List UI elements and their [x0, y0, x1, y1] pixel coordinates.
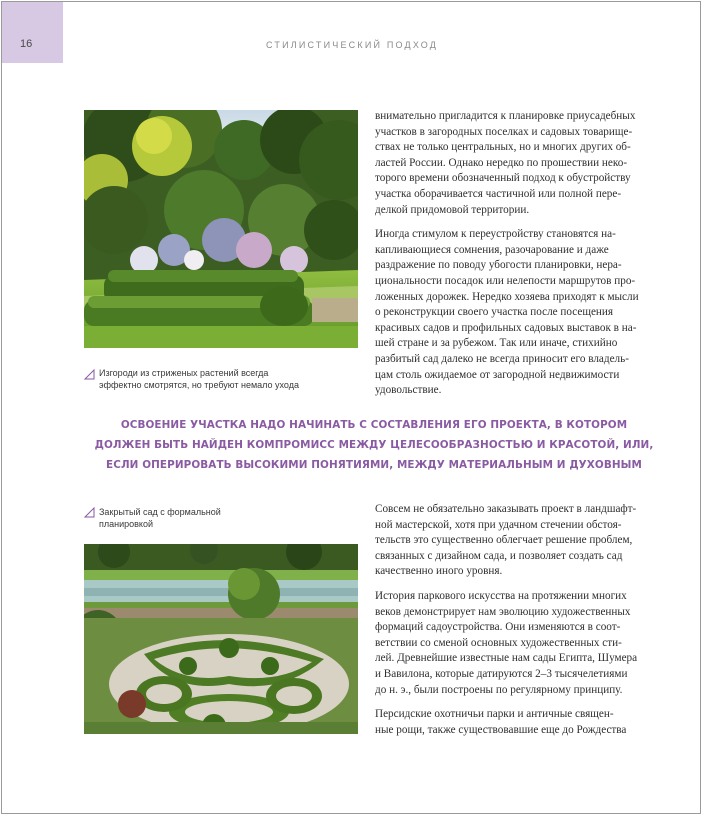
text-line: ветствии со сменой основных художественных сти- — [375, 636, 622, 649]
paragraph — [375, 502, 651, 580]
text-line: ластей России. Однако нередко по прошествии неко- — [375, 156, 628, 169]
text-line: Иногда стимулом к переустройству становятся на- — [375, 228, 616, 241]
paragraph — [375, 227, 651, 399]
text-line: ные рощи, также существовавшие еще до Рождества — [375, 723, 627, 736]
text-line: красивых садов и профильных садовых выставок в на- — [375, 321, 637, 334]
pull-quote-line: ЕСЛИ ОПЕРИРОВАТЬ ВЫСОКИМИ ПОНЯТИЯМИ, МЕЖДУ МАТЕРИАЛЬНЫМ И ДУХОВНЫМ — [106, 459, 642, 471]
caption-line: эффектно смотрятся, но требуют немало ухода — [99, 380, 299, 390]
text-line: Совсем не обязательно заказывать проект в ландшафт- — [375, 503, 637, 515]
paragraph — [375, 109, 651, 218]
text-line: участка оборачивается частичной или полной пере- — [375, 187, 622, 200]
text-line: тельств это существенно облегчает решение проблем, — [375, 534, 633, 547]
text-line: формаций садоустройства. Они изменяются в соот- — [375, 621, 621, 634]
paragraph — [375, 589, 651, 698]
caption-line: Изгороди из стриженых растений всегда — [99, 368, 269, 378]
caption-marker-icon — [84, 507, 95, 518]
text-line: лей. Древнейшие известные нам сады Египта, Шумера — [375, 652, 638, 665]
text-line: до н. э., были построены по регулярному принципу. — [375, 683, 623, 696]
body-column-top — [375, 109, 651, 408]
text-line: шей стране и за рубежом. Так или иначе, стихийно — [375, 337, 618, 350]
text-line: делкой придомовой территории. — [375, 203, 530, 216]
page-number-tab — [2, 2, 63, 63]
photo-formal-garden — [84, 544, 358, 734]
page-number: 16 — [20, 38, 33, 50]
text-line: удовольствие. — [375, 384, 442, 397]
figure-caption-2 — [84, 506, 354, 530]
caption-line: планировкой — [99, 519, 153, 529]
text-line: Персидские охотничьи парки и античные священ- — [375, 708, 614, 721]
text-line: и Вавилона, которые датируются 2–3 тысячелетиями — [375, 667, 628, 680]
pull-quote-line: ОСВОЕНИЕ УЧАСТКА НАДО НАЧИНАТЬ С СОСТАВЛЕНИЯ ЕГО ПРОЕКТА, В КОТОРОМ — [120, 419, 628, 431]
body-column-bottom — [375, 502, 651, 747]
text-line: раздражение по поводу убогости планировки, нера- — [375, 259, 622, 272]
text-line: внимательно пригладится к планировке приусадебных — [375, 110, 636, 122]
text-line: История паркового искусства на протяжении многих — [375, 589, 627, 602]
text-line: циональности посадок или нелепости маршрутов про- — [375, 274, 636, 287]
text-line: ствах не только центральных, но и многих других об- — [375, 141, 631, 154]
caption-marker-icon — [84, 369, 95, 380]
figure-caption-1 — [84, 367, 354, 391]
text-line: торого времени обозначенный подход к обустройству — [375, 172, 631, 185]
text-line: веков демонстрирует нам эволюцию художественных — [375, 605, 631, 618]
text-line: ной мастерской, хотя при удачном стечении обстоя- — [375, 518, 622, 531]
text-line: ложенных дорожек. Нередко хозяева приходят к мысли — [375, 290, 639, 303]
text-line: цам столь ожидаемое от загородной недвижимости — [375, 368, 620, 381]
paragraph — [375, 707, 651, 738]
caption-line: Закрытый сад с формальной — [99, 507, 221, 517]
running-head: СТИЛИСТИЧЕСКИЙ ПОДХОД — [265, 40, 439, 50]
text-line: капливающиеся сомнения, разочарование и даже — [375, 243, 609, 256]
pull-quote — [84, 415, 664, 475]
photo-hedge-garden — [84, 110, 358, 348]
text-line: качественно иного уровня. — [375, 565, 503, 578]
text-line: связанных с дизайном сада, и позволяет создать сад — [375, 549, 623, 562]
text-line: участков в загородных поселках и садовых товарище- — [375, 125, 633, 138]
text-line: разбитый сад далеко не всегда приносит его владель- — [375, 352, 629, 365]
text-line: о реконструкции своего участка после посещения — [375, 306, 614, 319]
pull-quote-line: ДОЛЖЕН БЫТЬ НАЙДЕН КОМПРОМИСС МЕЖДУ ЦЕЛЕСООБРАЗНОСТЬЮ И КРАСОТОЙ, ИЛИ, — [94, 439, 654, 451]
